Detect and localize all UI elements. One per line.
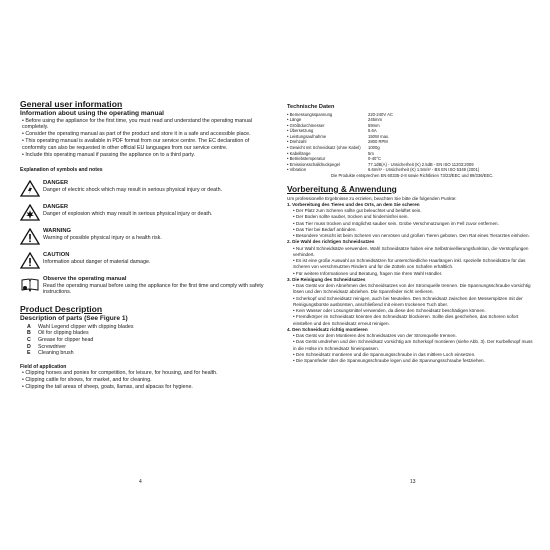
symbol-title: CAUTION [43, 252, 70, 259]
part-key: E [27, 350, 31, 357]
part-key: A [27, 323, 31, 330]
section-title: 2. Die Wahl des richtigen Schneidsatzes [287, 239, 375, 245]
section-bullet: • Das Gerät vor dem Montieren des Schneidsatzes von der Stromquelle trennen. [293, 333, 457, 339]
part-label: Cleaning brush [38, 350, 74, 357]
symbol-text: Danger of explosion which may result in serious physical injury or death. [43, 210, 213, 217]
section-bullet: • Für weitere Informationen und Beratung, fragen Sie Ihren Wahl Händler. [293, 270, 443, 276]
symbol-title: WARNING [43, 228, 72, 235]
preparation-title: Vorbereitung & Anwendung [287, 183, 397, 194]
tech-value: 59mm [368, 122, 380, 128]
list-item [27, 324, 265, 331]
symbol-text: Read the operating manual before using the appliance for the first time and comply with safety instructions. [43, 282, 264, 296]
info-bullet: • Before using the appliance for the first time, you must read and understand the operating manual completely. [22, 117, 253, 131]
tech-value: 0-40°C [368, 156, 382, 162]
info-bullet: • This operating manual is available in PDF format from our service centre. The EC declaration of conformity can also be requested in other official EU languages from our service centre. [22, 138, 250, 152]
part-label: Oil for clipping blades [38, 330, 89, 337]
field-heading: Field of application [20, 364, 67, 371]
info-bullet: • Include this operating manual if passing the appliance on to a third party. [22, 152, 196, 159]
section-bullet: • Nur Wahl Schneidsätze verwenden. Wahl Schneidsätze haben eine Selbstnivellierungsfunktion, die Verstopfungen verhindert. [293, 245, 529, 257]
info-heading: Information about using the operating manual [20, 110, 164, 117]
symbol-title: DANGER [43, 204, 69, 211]
section-bullet: • Den Schneidsatz montieren und die Spannungsschraube in das mittlere Loch einsetzen. [293, 351, 476, 357]
general-info-title: General user information [20, 99, 123, 109]
tech-key: • Betriebstemperatur [287, 156, 326, 162]
tech-key: • Emissionsschalldruckpegel [287, 161, 340, 167]
list-item [27, 337, 265, 344]
page-number-left: 4 [139, 479, 142, 485]
section-bullet: • Das Tier bei Bedarf anbinden. [293, 226, 357, 232]
symbol-text: Danger of electric shock which may result in serious physical injury or death. [43, 186, 222, 193]
tech-value: 245mm [368, 117, 382, 123]
tech-key: • Gewicht mit Schneidsatz (ohne Kabel) [287, 145, 361, 151]
section-bullet: • Kein Wasser oder Lösungsmittel verwenden, da diese den Schneidsatz beschädigen können. [293, 308, 486, 314]
tech-value: 1000g [368, 145, 380, 151]
tech-key: • Kabellänge [287, 150, 311, 156]
symbol-read-manual [20, 276, 265, 296]
tech-value: 5m [368, 150, 374, 156]
section-bullet: • Das Gerät umdrehen und den Schneidsatz vorsichtig am Scherkopf montieren (siehe Abb. 3). Der Kurbelknopf muss in die Hülse im Schneidsatz hineinpassen. [293, 339, 533, 351]
part-label: Grease for clipper head [38, 336, 94, 343]
field-bullet: • Clipping horses and ponies for competition, for leisure, for housing, and for health. [22, 370, 218, 377]
field-bullet: • Clipping the tail areas of sheep, goats, llamas, and alpacas for hygiene. [22, 384, 193, 391]
part-label: Wahl Legend clipper with clipping blades [38, 323, 134, 330]
part-key: B [27, 330, 31, 337]
product-description-title: Product Description [20, 304, 103, 315]
part-label: Screwdriver [38, 343, 66, 350]
exclamation-warning-icon [20, 228, 40, 245]
tech-note: Die Produkte entsprechen EN 60335-2-8 sowie Richtlinien 73/23/EEC und 89/336/EEC. [331, 173, 494, 179]
section-bullet: • Der Platz zum Scheren sollte gut beleuchtet und belüftet sein. [293, 208, 422, 214]
list-item [27, 330, 265, 337]
section-bullet: • Der Boden sollte sauber, trocken und hindernisfrei sein. [293, 214, 409, 220]
tech-key: • Länge [287, 117, 302, 123]
tech-key: • Vibration [287, 167, 307, 173]
symbol-text: Information about danger of material damage. [43, 258, 151, 265]
symbol-danger-electric [20, 180, 265, 197]
section-title: 1. Vorbereitung des Tieres und des Orts, an dem Sie scheren [287, 201, 420, 207]
section-bullet: • Scherkopf und Schneidsatz reinigen, auch bei Neuteilen. Den Schneidsatz zwischen den Messerspitzen mit der Reinigungsbürste ausbürsten, anschließend mit einem trockenen Tuch über. [293, 295, 523, 307]
section-title: 4. Den Schneidsatz richtig montieren [287, 326, 368, 332]
list-item [27, 344, 265, 351]
explosion-warning-icon [20, 204, 40, 221]
symbol-caution [20, 252, 265, 269]
tech-key: • Leistungsaufnahme [287, 133, 327, 139]
tech-key: • Größtdurchmesser [287, 122, 325, 128]
intro-text: Um professionelle Ergebnisse zu erzielen, beachten Sie bitte die folgenden Punkte: [287, 195, 457, 201]
section-bullet: • Fremdkörper im Schneidsatz könnten den Schneidsatz blockieren. Sollte dies geschehen, das Scheren sofort einstellen und den Schneidsatz erneut reinigen. [293, 314, 519, 326]
section-title: 3. Die Reinigung des Schneidsatzes [287, 276, 366, 282]
section-bullet: • Das Tier muss trocken und möglichst sauber sein. Grobe Verschmutzungen im Fell zuvor entfernen. [293, 220, 499, 226]
section-bullet: • Es ist eine große Auswahl an Schneidsätzen für unterschiedliche Haarlängen inkl. spezielle Schneidsätze für das Scheren von verschmutzten Rindern und für die Zotteln von Schafen erhältlich. [293, 258, 526, 270]
lightning-warning-icon [20, 180, 40, 197]
parts-heading: Description of parts (See Figure 1) [20, 315, 128, 323]
symbol-title: DANGER [43, 180, 69, 187]
tech-value: 150W max. [368, 133, 390, 139]
tech-table [287, 112, 536, 179]
part-key: D [27, 343, 31, 350]
tech-value: 5.6A [368, 128, 377, 134]
field-bullet: • Clipping cattle for shows, for market, and for cleaning. [22, 377, 152, 384]
symbol-title: Observe the operating manual [43, 276, 127, 283]
section-bullet: • Das Gerät vor dem Abnehmen des Schneidsatzes von der Stromquelle trennen. Die Spannungsschraube vorsichtig lösen und den Schneidsatz abziehen. Die Spannfeder nicht verlieren. [293, 283, 531, 295]
tech-value: 220-240V AC [368, 111, 393, 117]
tech-title: Technische Daten [287, 104, 335, 110]
tech-value: 2800 RPM [368, 139, 388, 145]
symbol-warning [20, 228, 265, 245]
tech-value: 6.6m/s² - Unsicherheit (K) 1.5m/s² - BS EN ISO 5349 (2001) [368, 167, 480, 173]
info-bullet: • Consider the operating manual as part of the product and store it in a safe and accessible place. [22, 131, 251, 138]
symbols-heading: Explanation of symbols and notes [20, 166, 103, 173]
symbol-danger-explosion [20, 204, 265, 221]
symbol-text: Warning of possible physical injury or a health risk. [43, 234, 162, 241]
page-number-right: 13 [410, 479, 416, 485]
tech-key: • Bemessungsspannung [287, 111, 333, 117]
section-bullet: • Besondere Vorsicht ist beim Scheren von nervösen und großen Tieren geboten. Den Rat eines Tierarztes einholen. [293, 233, 530, 239]
right-page [275, 0, 550, 550]
list-item [27, 350, 265, 357]
tech-key: • Übersetzung [287, 128, 314, 134]
section-bullet: • Die Spannfeder über die Spannungsschraube legen und die Spannungsschraube festziehen. [293, 358, 485, 364]
read-manual-icon [20, 276, 40, 293]
tech-key: • Drehzahl [287, 139, 307, 145]
caution-warning-icon [20, 252, 40, 269]
tech-value: 77.1dB(A) - Unsicherheit (K) 2.5dB - EN ISO 11203:2009 [368, 161, 474, 167]
parts-list [27, 324, 265, 358]
part-key: C [27, 336, 31, 343]
